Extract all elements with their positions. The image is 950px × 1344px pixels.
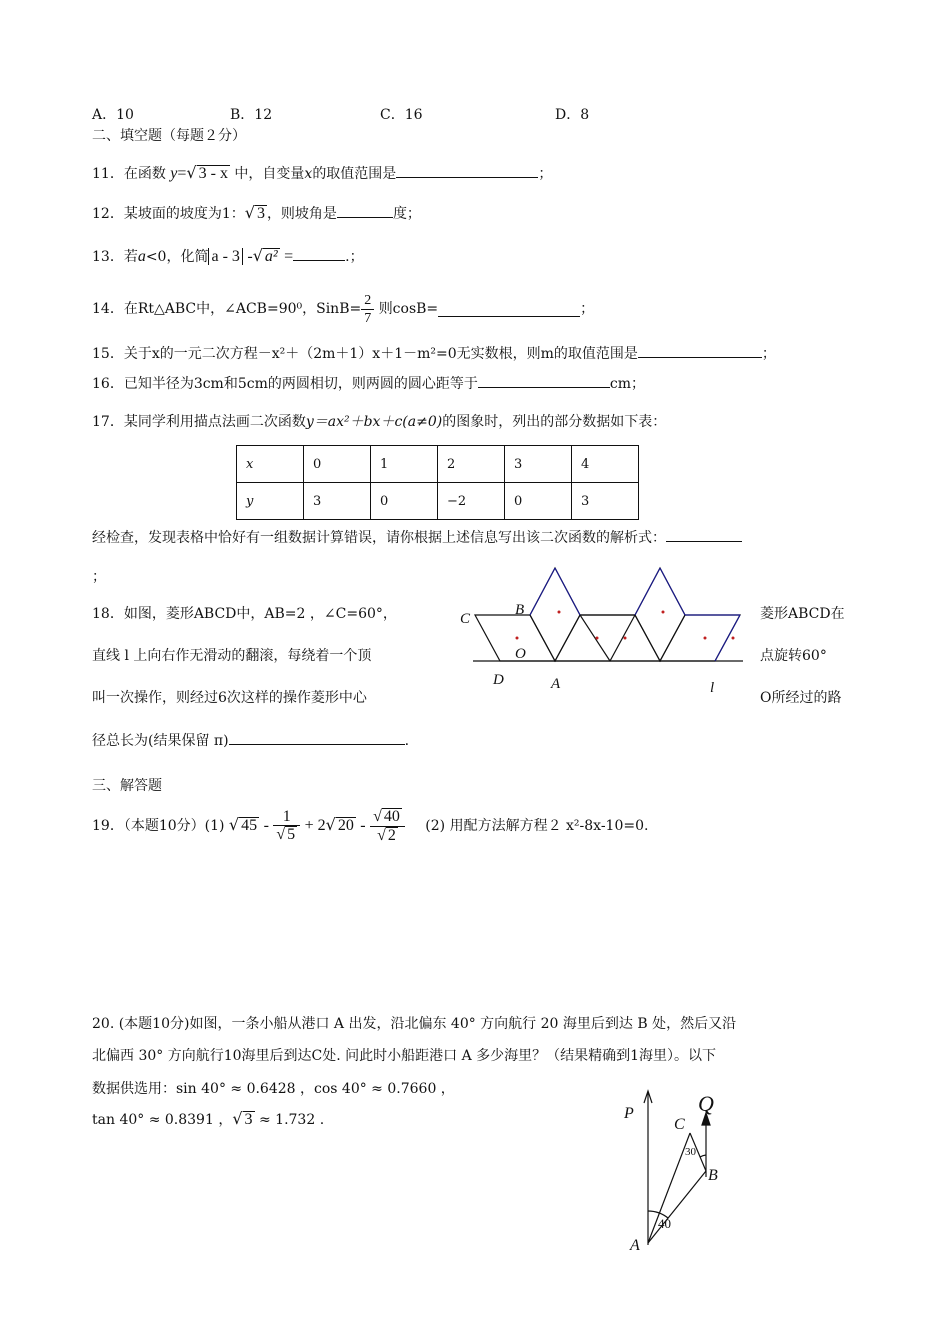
q17-answer-blank[interactable] (666, 527, 742, 542)
q15-text: 15．关于x的一元二次方程－x²＋（2m＋1）x＋1－m²=0无实数根，则m的取值范围是 (92, 346, 638, 362)
center-point (596, 637, 599, 640)
question-15 (92, 343, 776, 364)
q13-a: a (137, 248, 146, 265)
rhombus-position (635, 568, 685, 661)
label-q: Q (698, 1091, 714, 1116)
label-c: C (674, 1116, 685, 1133)
q12-answer-blank[interactable] (337, 203, 393, 218)
q11-end: ； (538, 166, 553, 182)
question-11 (92, 163, 552, 184)
choice-a: A．10 (92, 107, 134, 123)
q11-answer-blank[interactable] (396, 163, 538, 178)
radical-sign: √ (186, 163, 197, 182)
q18-line-3: 叫一次操作，则经过6次这样的操作菱形中心 (92, 690, 367, 706)
q14-fraction (361, 292, 374, 327)
table-cell: 0 (371, 483, 438, 520)
q13-cond: <0，化简 (145, 249, 209, 265)
q18-line-1: 18．如图，菱形ABCD中，AB=2 ，∠C=60°， (92, 606, 397, 622)
rhombus-position (530, 568, 580, 661)
q12-mid: ，则坡角是 (266, 206, 337, 222)
question-19 (92, 806, 648, 845)
q19-radicand: 40 (383, 807, 400, 825)
q13-text: 13．若 (92, 249, 138, 265)
q14-mid: 则cosB= (378, 301, 439, 317)
q16-end: cm； (609, 376, 645, 392)
q19-fraction (370, 808, 405, 845)
table-row (237, 446, 639, 483)
q20-radicand: 3 (244, 1111, 253, 1128)
label-c: C (460, 611, 471, 627)
table-cell: 0 (505, 483, 572, 520)
q17-function: y＝ax²＋bx＋c(a≠0) (305, 414, 443, 430)
table-cell: x (237, 446, 304, 483)
center-point (558, 611, 561, 614)
label-d: D (493, 672, 504, 688)
choice-b: B．12 (230, 107, 273, 123)
q12-radicand: 3 (256, 205, 265, 222)
edge (660, 568, 685, 615)
q13-eq: = (284, 248, 294, 265)
label-p: P (624, 1105, 634, 1122)
data-table (236, 445, 639, 520)
q11-radicand: 3 - x (198, 165, 228, 182)
table-cell: y (237, 483, 304, 520)
q19-minus: - (360, 817, 366, 834)
label-a: A (630, 1237, 640, 1254)
angle-30-label: 30 (685, 1146, 696, 1158)
question-16 (92, 373, 645, 394)
q17-suffix: 的图象时，列出的部分数据如下表： (442, 414, 667, 430)
choice-d: D．8 (555, 107, 590, 123)
angle-40-label: 40 (658, 1216, 671, 1231)
table-row (237, 483, 639, 520)
angle-30-arc (700, 1155, 706, 1157)
navigation-figure (610, 1085, 740, 1255)
radical-sign: √ (228, 815, 240, 834)
edge (530, 568, 555, 615)
label-o: O (515, 646, 526, 662)
path-ab (648, 1171, 706, 1243)
q17-text: 17．某同学利用描点法画二次函数 (92, 414, 306, 430)
table-cell: −2 (438, 483, 505, 520)
table-cell: 3 (304, 483, 371, 520)
q13-end: .； (345, 249, 364, 265)
center-point (704, 637, 707, 640)
q13-answer-blank[interactable] (293, 246, 345, 261)
table-cell: 1 (371, 446, 438, 483)
radical-sign: √ (377, 826, 386, 844)
q15-answer-blank[interactable] (638, 343, 762, 358)
q15-end: ； (761, 346, 776, 362)
q19-radicand: 5 (287, 826, 296, 843)
edge (555, 568, 580, 615)
q14-denominator: 7 (364, 310, 372, 326)
q18-line-3-right: O所经过的路 (760, 690, 842, 706)
q18-line-2: 直线 l 上向右作无滑动的翻滚，每绕着一个顶 (92, 648, 372, 664)
center-point (732, 637, 735, 640)
table-cell: 3 (505, 446, 572, 483)
q17-followup (92, 527, 742, 548)
q19-radicand: 45 (241, 817, 258, 834)
q20-line-2: 北偏西 30° 方向航行10海里后到达C处. 问此时小船距港口 A 多少海里？（结果精确到1海里）。以下 (92, 1048, 717, 1064)
q19-plus: + 2 (304, 817, 326, 834)
q20-line-3: 数据供选用：sin 40° ≈ 0.6428 ，cos 40° ≈ 0.7660 ， (92, 1081, 455, 1097)
question-12 (92, 203, 421, 224)
q14-answer-blank[interactable] (438, 302, 580, 317)
center-point (624, 637, 627, 640)
rhombus-rolling-figure (455, 560, 755, 700)
question-14 (92, 290, 594, 328)
q19-part2: (2) 用配方法解方程２ x²-8x-10=0. (425, 818, 649, 834)
q20-line-4-end: ≈ 1.732 . (258, 1112, 325, 1128)
q11-mid: 中，自变量 (234, 166, 305, 182)
table-cell: 0 (304, 446, 371, 483)
label-a: A (551, 676, 561, 692)
q11-text: 11．在函数 (92, 166, 166, 182)
rhombus-highlight (530, 568, 740, 661)
q11-x: x (304, 166, 313, 182)
q20-line-4-text: tan 40° ≈ 0.8391 ， (92, 1112, 233, 1128)
q18-line-1-right: 菱形ABCD在 (760, 606, 845, 622)
q14-end: ； (580, 301, 595, 317)
q18-line-4-text: 径总长为(结果保留 π) (92, 733, 229, 749)
q11-eq: = (177, 165, 187, 182)
q11-suffix: 的取值范围是 (312, 166, 397, 182)
q19-numerator: 1 (273, 808, 300, 826)
table-cell: 4 (572, 446, 639, 483)
radical-sign: √ (325, 815, 336, 834)
q17-followup-text: 经检查，发现表格中恰好有一组数据计算错误，请你根据上述信息写出该二次函数的解析式： (92, 530, 666, 546)
q20-line-1: 20. (本题10分)如图，一条小船从港口 A 出发，沿北偏东 40° 方向航行 20 海里后到达 B 处，然后又沿 (92, 1016, 737, 1032)
radical-sign: √ (252, 246, 263, 265)
table-cell: 3 (572, 483, 639, 520)
q14-text: 14．在Rt△ABC中，∠ACB=90⁰，SinB= (92, 301, 362, 317)
choice-c: C．16 (380, 107, 423, 123)
label-b: B (708, 1167, 718, 1184)
q19-fraction (273, 808, 300, 844)
q13-minus: - (247, 248, 253, 265)
q18-line-4 (92, 730, 409, 751)
radical-sign: √ (232, 1109, 243, 1128)
q12-end: 度； (392, 206, 421, 222)
q13-radicand: a² (264, 248, 278, 265)
q18-line-4-end: . (404, 733, 410, 749)
q11-y: y (170, 165, 178, 182)
q19-radicand: 2 (387, 826, 396, 844)
section-heading-solve: 三、解答题 (92, 778, 162, 794)
q19-minus: - (263, 817, 269, 834)
center-point (662, 611, 665, 614)
question-17 (92, 412, 666, 432)
radical-sign: √ (244, 203, 255, 222)
center-o (516, 637, 519, 640)
q19-text: 19．（本题10分）(1) (92, 818, 225, 834)
q20-line-4 (92, 1109, 324, 1130)
q18-line-2-right: 点旋转60° (760, 648, 827, 664)
q16-answer-blank[interactable] (478, 373, 610, 388)
q17-end: ； (92, 569, 106, 585)
q12-text: 12．某坡面的坡度为1： (92, 206, 245, 222)
label-l: l (710, 680, 715, 696)
section-heading-fill-in: 二、填空题（每题２分） (92, 128, 246, 144)
label-b: B (515, 602, 525, 618)
question-13 (92, 246, 364, 267)
radical-sign: √ (373, 807, 382, 825)
q19-radicand: 20 (337, 817, 354, 834)
table-cell: 2 (438, 446, 505, 483)
edge (715, 615, 740, 661)
radical-sign: √ (276, 826, 286, 843)
q18-answer-blank[interactable] (229, 730, 405, 745)
edge (635, 568, 660, 615)
q16-text: 16．已知半径为3cm和5cm的两圆相切，则两圆的圆心距等于 (92, 376, 478, 392)
q14-numerator: 2 (361, 292, 374, 310)
q13-abs: a - 3 (208, 248, 242, 265)
